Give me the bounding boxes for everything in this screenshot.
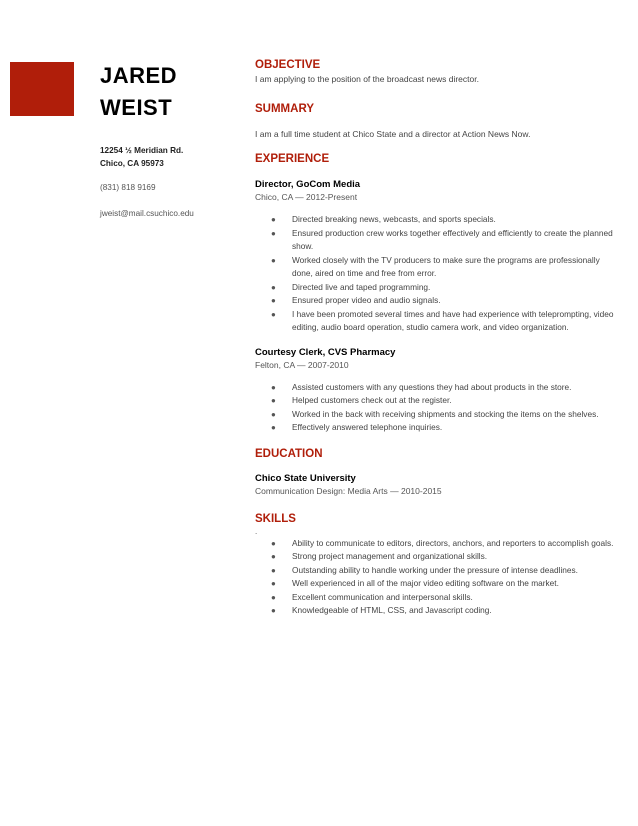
objective-heading: OBJECTIVE — [255, 59, 321, 71]
job-subtitle: Felton, CA — 2007-2010 — [255, 359, 349, 370]
summary-text: I am a full time student at Chico State and a director at Action News Now. — [255, 129, 531, 139]
list-item: ● Directed live and taped programming. — [255, 281, 615, 295]
list-item: ● Worked closely with the TV producers to make sure the programs are professionally done, aired on time and free from error. — [271, 254, 600, 278]
bullet-icon: ● — [271, 552, 276, 561]
bullet-icon: ● — [271, 606, 276, 615]
list-item: ● Knowledgeable of HTML, CSS, and Javascript coding. — [255, 604, 615, 618]
address — [100, 144, 240, 170]
address-line-2: Chico, CA 95973 — [100, 159, 164, 168]
job-entry — [255, 179, 615, 335]
list-item: ● I have been promoted several times and have had experience with teleprompting, video editing, audio board operation, studio camera work, and video organization. — [271, 308, 614, 332]
list-item: ● Excellent communication and interpersonal skills. — [255, 591, 615, 605]
list-item: ● Effectively answered telephone inquiries. — [255, 421, 615, 435]
job-title: Director, GoCom Media — [255, 179, 361, 190]
list-item: ● Ensured production crew works together effectively and efficiently to create the planned show. — [271, 227, 613, 251]
skills-bullets — [255, 537, 615, 618]
list-item: ● Outstanding ability to handle working under the pressure of intense deadlines. — [255, 564, 615, 578]
education-detail: Communication Design: Media Arts — 2010-2015 — [255, 485, 442, 496]
list-item: ● Helped customers check out at the register. — [255, 394, 615, 408]
job-bullets — [255, 381, 615, 435]
bullet-icon: ● — [271, 309, 276, 319]
bullet-icon: ● — [271, 423, 276, 432]
email: jweist@mail.csuchico.edu — [100, 209, 194, 218]
phone: (831) 818 9169 — [100, 183, 156, 192]
address-line-1: 12254 ½ Meridian Rd. — [100, 146, 184, 155]
last-name: WEIST — [100, 95, 173, 120]
contact-column — [100, 60, 240, 220]
skills-marker: . — [255, 526, 258, 536]
main-column — [255, 58, 615, 618]
objective-text: I am applying to the position of the broadcast news director. — [255, 74, 479, 84]
bullet-icon: ● — [271, 296, 276, 305]
list-item: ● Well experienced in all of the major video editing software on the market. — [255, 577, 615, 591]
list-item: ● Directed breaking news, webcasts, and sports specials. — [255, 213, 615, 227]
school-name: Chico State University — [255, 472, 356, 484]
bullet-icon: ● — [271, 382, 276, 392]
bullet-icon: ● — [271, 409, 276, 419]
bullet-icon: ● — [271, 565, 276, 575]
job-title: Courtesy Clerk, CVS Pharmacy — [255, 346, 396, 358]
accent-block — [10, 62, 74, 116]
list-item: ● Strong project management and organizational skills. — [255, 550, 615, 564]
bullet-icon: ● — [271, 228, 276, 238]
education-heading: EDUCATION — [255, 447, 323, 460]
education-entry — [255, 473, 615, 497]
experience-heading: EXPERIENCE — [255, 153, 330, 165]
list-item: ● Worked in the back with receiving shipments and stocking the items on the shelves. — [255, 408, 615, 422]
summary-heading: SUMMARY — [255, 103, 314, 115]
job-subtitle: Chico, CA — 2012-Present — [255, 192, 358, 202]
job-bullets — [255, 213, 615, 335]
list-item: ● Assisted customers with any questions they had about products in the store. — [255, 381, 615, 395]
bullet-icon: ● — [271, 592, 276, 602]
bullet-icon: ● — [271, 255, 276, 265]
bullet-icon: ● — [271, 579, 276, 588]
list-item: ● Ensured proper video and audio signals. — [255, 294, 615, 308]
job-entry — [255, 347, 615, 435]
bullet-icon: ● — [271, 538, 276, 548]
bullet-icon: ● — [271, 396, 276, 405]
bullet-icon: ● — [271, 282, 276, 292]
bullet-icon: ● — [271, 215, 276, 224]
skills-heading: SKILLS — [255, 512, 296, 525]
list-item: ● Ability to communicate to editors, directors, anchors, and reporters to accomplish goals. — [255, 537, 615, 551]
first-name: JARED — [100, 63, 178, 88]
